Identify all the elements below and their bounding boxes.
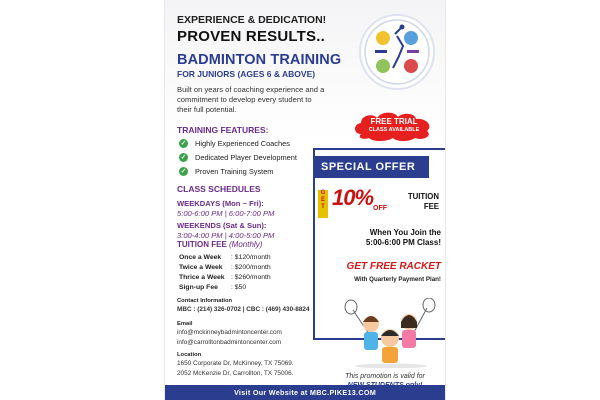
free-trial-line2: CLASS AVAILABLE [368,127,420,133]
address-carrollton: 2052 McKenzie Dr, Carrollton, TX 75006. [177,370,294,377]
weekends-times: 3:00-4:00 PM | 4:00-5:00 PM [177,231,275,240]
fee-label: Sign-up Fee [179,284,218,291]
free-trial-badge [351,110,437,142]
free-trial-line1: FREE TRIAL [370,117,418,126]
features-list [179,136,297,178]
weekdays-label: WEEKDAYS (Mon ~ Fri): [177,199,264,208]
offer-join-text [319,228,441,248]
flyer [165,0,445,400]
table-row [179,283,271,293]
location-heading: Location [177,352,202,358]
list-item [179,136,297,150]
feature-label: Dedicated Player Development [195,152,297,162]
schedules-heading: CLASS SCHEDULES [177,184,261,194]
check-icon: ✓ [180,167,187,175]
badminton-club-logo-icon [359,14,435,90]
fee-value: : $120/month [231,254,271,261]
email-link-carrollton[interactable]: info@carrolltonbadmintoncenter.com [177,339,282,346]
tuition-fee-heading-text: TUITION FEE [177,240,227,249]
promotion-line1: This promotion is valid for [345,373,425,380]
feature-label: Highly Experienced Coaches [195,138,290,148]
fee-value: : $200/month [231,264,271,271]
email-heading: Email [177,321,193,327]
table-row [179,263,271,273]
page-subtitle: FOR JUNIORS (AGES 6 & ABOVE) [177,69,316,79]
fee-value: : $50 [231,284,247,291]
offer-join-line2: 5:00-6:00 PM Class! [365,238,441,247]
table-row [179,273,271,283]
tuition-fee-heading-note: (Monthly) [229,240,263,249]
offer-join-line1: When You Join the [369,228,441,237]
intro-text: Built on years of coaching experience and a commitment to develop every student to their full potential. [177,85,325,114]
email-link-mckinney[interactable]: info@mckinneybadmintoncenter.com [177,329,282,336]
fee-label: Thrice a Week [179,274,225,281]
offer-tuition-line1: TUITION [407,192,439,201]
offer-get-text: GET [320,190,326,210]
kids-illustration [343,298,439,368]
headline-experience: EXPERIENCE & DEDICATION! [177,14,327,26]
offer-off: OFF [373,205,387,212]
headline-proven: PROVEN RESULTS.. [177,28,325,45]
fee-value: : $260/month [231,274,271,281]
page-title: BADMINTON TRAINING [177,52,342,68]
fee-label: Twice a Week [179,264,223,271]
offer-payment-plan: With Quarterly Payment Plan! [354,276,441,283]
website-footer[interactable]: Visit Our Website at MBC.PIKE13.COM [165,385,445,400]
check-icon: ✓ [180,139,187,147]
weekends-label: WEEKENDS (Sat & Sun): [177,221,267,230]
address-mckinney: 1650 Corporate Dr, McKinney, TX 75069. [177,360,294,367]
fee-table [179,253,271,293]
offer-percent: 10% [332,185,374,210]
offer-free-racket: GET FREE RACKET [346,261,441,272]
feature-label: Proven Training System [195,166,274,176]
special-offer-banner: SPECIAL OFFER [313,156,429,178]
offer-tuition-line2: FEE [423,202,439,211]
list-item [179,164,297,178]
offer-tuition-fee [393,192,439,212]
fee-label: Once a Week [179,254,222,261]
features-heading: TRAINING FEATURES: [177,125,269,135]
tuition-fee-heading [177,240,262,249]
contact-heading: Contact Information [177,298,233,304]
contact-phones: MBC : (214) 326-0702 | CBC : (469) 430-8824 [177,306,310,313]
weekdays-times: 5:00-6:00 PM | 6:00-7:00 PM [177,209,275,218]
offer-get-label [318,190,328,218]
table-row [179,253,271,263]
list-item [179,150,297,164]
check-icon: ✓ [180,153,187,161]
